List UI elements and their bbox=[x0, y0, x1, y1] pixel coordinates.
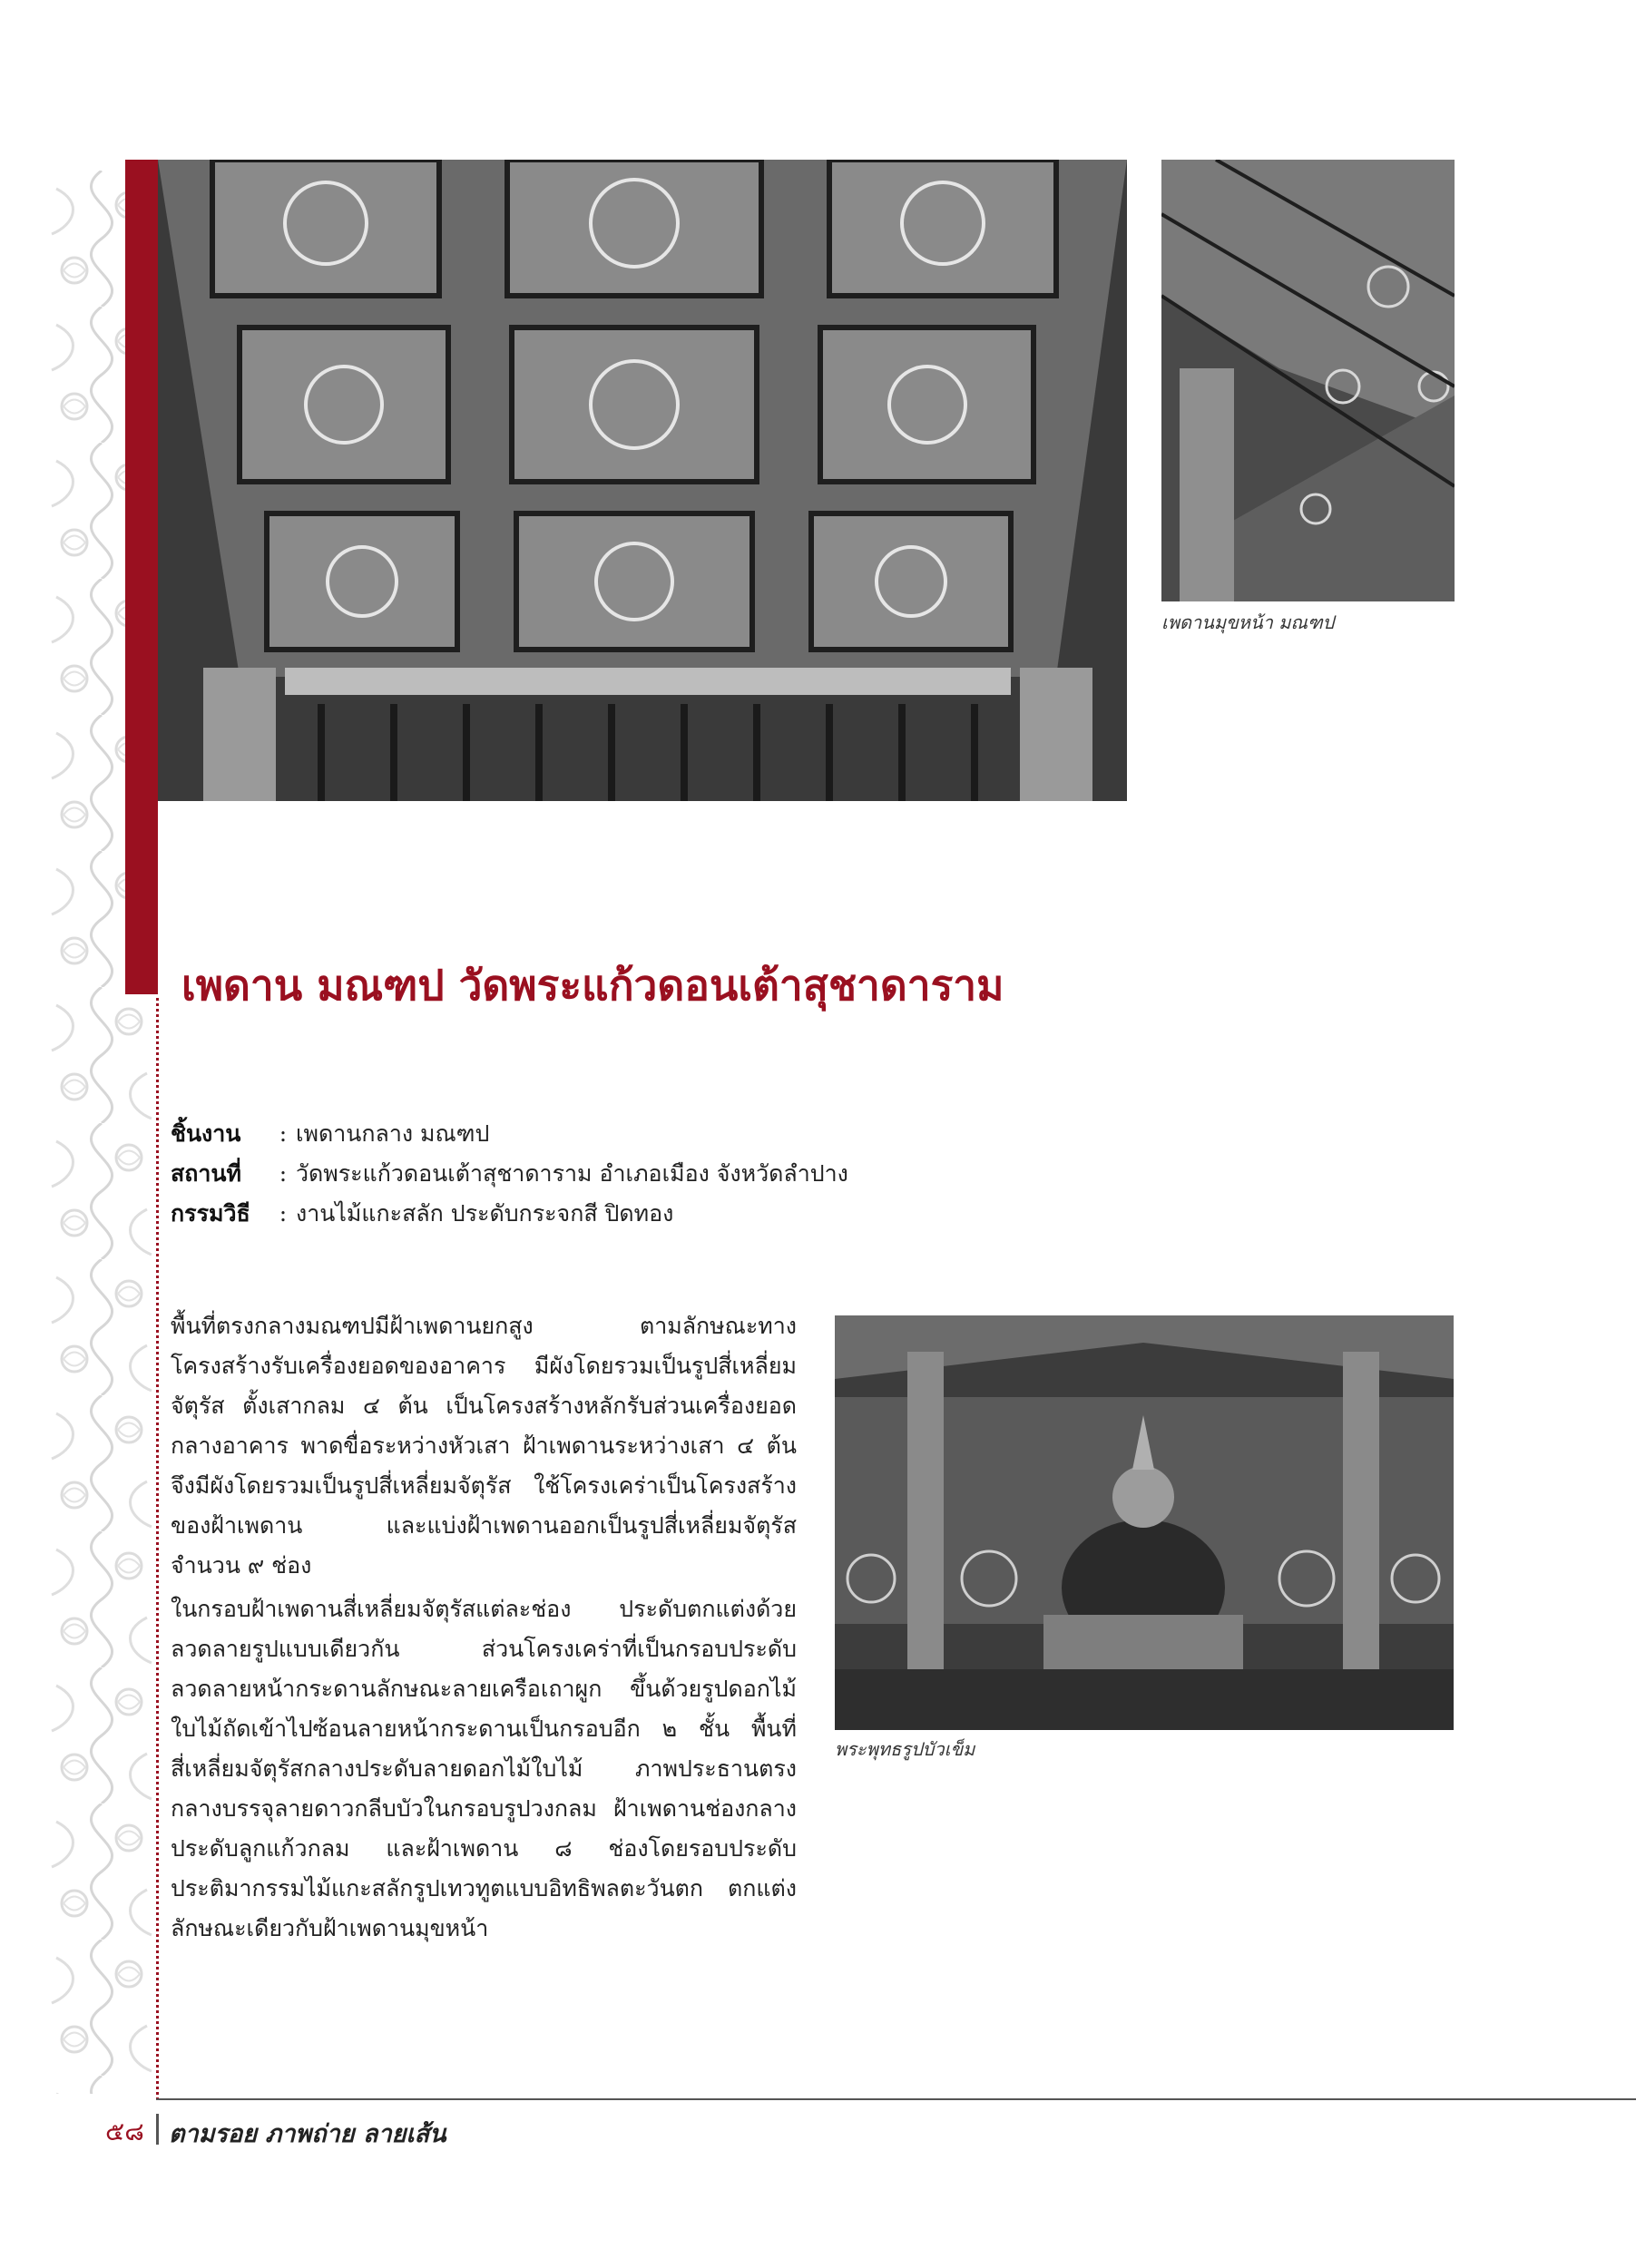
meta-label-technique: กรรมวิธี bbox=[171, 1200, 250, 1227]
meta-label-item: ชิ้นงาน bbox=[171, 1120, 241, 1147]
buddha-image-photo bbox=[835, 1315, 1454, 1730]
meta-value-item: เพดานกลาง มณฑป bbox=[296, 1120, 490, 1147]
front-porch-ceiling-photo bbox=[1161, 160, 1455, 601]
body-paragraph-1: พื้นที่ตรงกลางมณฑปมีฝ้าเพดานยกสูง ตามลักษณะทางโครงสร้างรับเครื่องยอดของอาคาร มีผังโดยรวมเป็นรูปสี่เหลี่ยมจัตุรัส ตั้งเสากลม ๔ ต้น เป็นโครงสร้างหลักรับส่วนเครื่องยอดกลางอาคาร พาดขื่อระหว่างหัวเสา ฝ้าเพดานระหว่างเสา ๔ ต้นจึงมีผังโดยรวมเป็นรูปสี่เหลี่ยมจัตุรัส ใช้โครงเคร่าเป็นโครงสร้างของฝ้าเพดาน และแบ่งฝ้าเพดานออกเป็นรูปสี่เหลี่ยมจัตุรัส จำนวน ๙ ช่อง bbox=[171, 1313, 797, 1579]
meta-colon: : bbox=[279, 1120, 288, 1147]
footer-rule bbox=[156, 2098, 1636, 2100]
ceiling-main-photo bbox=[158, 160, 1127, 801]
meta-row-technique bbox=[171, 1194, 848, 1234]
dotted-divider bbox=[156, 998, 159, 2100]
meta-colon: : bbox=[279, 1160, 288, 1187]
meta-row-place bbox=[171, 1154, 848, 1194]
meta-label-place: สถานที่ bbox=[171, 1160, 242, 1187]
page-number: ๕๘ bbox=[105, 2116, 144, 2146]
artwork-metadata bbox=[171, 1114, 848, 1234]
meta-value-place: วัดพระแก้วดอนเต้าสุชาดาราม อำเภอเมือง จังหวัดลำปาง bbox=[296, 1160, 848, 1187]
publication-title: ตามรอย ภาพถ่าย ลายเส้น bbox=[169, 2120, 446, 2148]
meta-row-item bbox=[171, 1114, 848, 1154]
meta-value-technique: งานไม้แกะสลัก ประดับกระจกสี ปิดทอง bbox=[296, 1200, 674, 1227]
buddha-image-caption: พระพุทธรูปบัวเข็ม bbox=[835, 1738, 975, 1760]
body-paragraph-2: ในกรอบฝ้าเพดานสี่เหลี่ยมจัตุรัสแต่ละช่อง ประดับตกแต่งด้วยลวดลายรูปแบบเดียวกัน ส่วนโครงเคร่าที่เป็นกรอบประดับลวดลายหน้ากระดานลักษณะลายเครือเถาผูก ขึ้นด้วยรูปดอกไม้ใบไม้ถัดเข้าไปซ้อนลายหน้ากระดานเป็นกรอบอีก ๒ ชั้น พื้นที่สี่เหลี่ยมจัตุรัสกลางประดับลายดอกไม้ใบไม้ ภาพประธานตรงกลางบรรจุลายดาวกลีบบัวในกรอบรูปวงกลม ฝ้าเพดานช่องกลางประดับลูกแก้วกลม และฝ้าเพดาน ๘ ช่องโดยรอบประดับประติมากรรมไม้แกะสลักรูปเทวทูตแบบอิทธิพลตะวันตก ตกแต่งลักษณะเดียวกับฝ้าเพดานมุขหน้า bbox=[171, 1596, 797, 1941]
meta-colon: : bbox=[279, 1200, 288, 1227]
accent-bar bbox=[125, 160, 158, 994]
front-porch-caption: เพดานมุขหน้า มณฑป bbox=[1161, 611, 1335, 633]
footer-separator bbox=[156, 2114, 159, 2145]
page-title: เพดาน มณฑป วัดพระแก้วดอนเต้าสุชาดาราม bbox=[181, 961, 1004, 1010]
